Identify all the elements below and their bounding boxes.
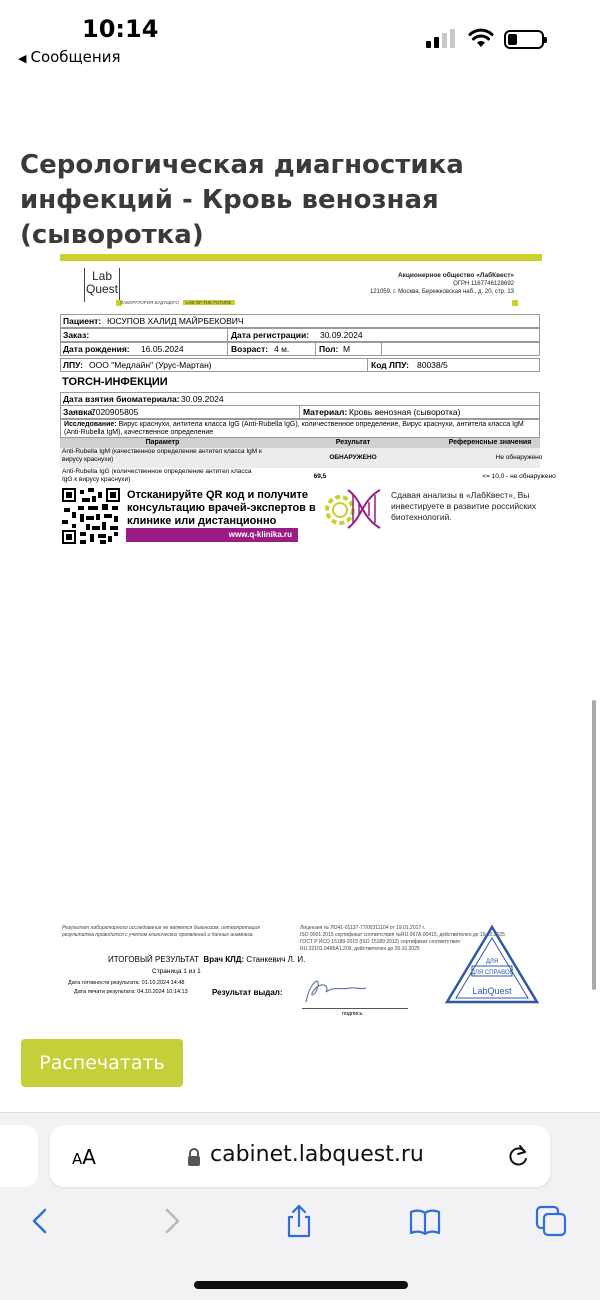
results-table-header — [60, 438, 540, 448]
header-accent-line — [60, 254, 542, 261]
row-param: Anti-Rubella IgG (количественное определение антител класса IgG к вирусу краснухи) — [62, 468, 252, 483]
tagline-ru: ЛАБОРАТОРИЯ БУДУЩЕГО — [120, 300, 179, 305]
reader-settings-button[interactable]: AA — [72, 1145, 96, 1169]
col-param: Параметр — [145, 439, 180, 446]
section-title: TORCH-ИНФЕКЦИИ — [62, 376, 168, 388]
ready-date: Дата готовности результата: 01.10.2024 14:48 — [68, 980, 185, 986]
license-info: Лицензия № ЛО41-01137-77/00311104 от 19.01.2017 г. ISO 9001:2015 сертификат соответствия №RU.067А.00415, действителен до 19.10.2025 ГОСТ Р ИСО 15189-2015 (ISO 15189:2012) сертификат соответствия RU.32101.04КБА1.209, действителен до 20.10.2025 — [300, 925, 505, 952]
company-address: 121059, г. Москва, Бережковская наб., д. 20, стр. 13 — [369, 289, 514, 295]
qr-code-image[interactable] — [62, 488, 120, 544]
home-indicator[interactable] — [194, 1281, 408, 1289]
doctor-name: Станкевич Л. И. — [246, 955, 306, 964]
row-reference: Не обнаружено — [495, 454, 543, 461]
previous-tab-card[interactable] — [0, 1125, 38, 1187]
registration-date: 30.09.2024 — [320, 330, 363, 340]
header-square — [512, 300, 518, 306]
row-result: 69,5 — [313, 473, 327, 480]
sex: М — [343, 344, 351, 354]
research-description: Исследование: Вирус краснухи, антитела класса IgG (Anti-Rubella IgG), количественное определение, Вирус краснухи, антитела класса IgM (Anti-Rubella IgM), качественное определение — [60, 419, 540, 438]
signature-line — [302, 1008, 408, 1009]
reload-icon[interactable] — [506, 1143, 530, 1169]
lock-icon — [187, 1147, 201, 1167]
sample-date-row: Дата взятия биоматериала: 30.09.2024 — [60, 392, 540, 406]
lpu-name: ООО "Медлайн" (Урус-Мартан) — [89, 360, 212, 370]
signature-image — [300, 972, 380, 1006]
stamp-inner-text: ДЛЯ СПРАВОК — [470, 970, 514, 976]
issued-by-label: Результат выдал: — [212, 988, 283, 997]
final-result: ИТОГОВЫЙ РЕЗУЛЬТАТ Врач КЛД: Станкевич Л. И. — [108, 955, 306, 964]
page-title: Серологическая диагностика инфекций - Кровь венозная (сыворотка) — [20, 150, 464, 250]
row-param: Anti-Rubella IgM (качественное определение антител класса IgM к вирусу краснухи) — [62, 448, 262, 463]
dna-gear-icon — [322, 486, 384, 532]
clinic-link[interactable]: www.q-klinika.ru — [126, 528, 298, 542]
signature-label: подпись — [342, 1011, 363, 1017]
request-number: 7020905805 — [91, 407, 139, 417]
back-triangle-icon: ◀ — [18, 52, 27, 65]
table-row — [60, 468, 556, 486]
url-text[interactable]: cabinet.labquest.ru — [210, 1142, 424, 1167]
invest-text: Сдавая анализы в «ЛабКвест», Вы инвестируете в развитие российских биотехнологий. — [391, 490, 537, 522]
back-arrow-icon[interactable] — [24, 1204, 58, 1238]
col-reference: Референсные значения — [448, 439, 532, 446]
tabs-icon[interactable] — [534, 1204, 568, 1238]
col-result: Результат — [335, 439, 371, 446]
company-ogrn: ОГРН 1167746128692 — [453, 281, 514, 287]
bookmarks-icon[interactable] — [408, 1204, 442, 1238]
share-icon[interactable] — [282, 1204, 316, 1238]
sample-date: 30.09.2024 — [181, 394, 224, 404]
forward-arrow-icon[interactable] — [154, 1204, 188, 1238]
material: Кровь венозная (сыворотка) — [349, 407, 461, 417]
age: 4 м. — [274, 344, 290, 354]
scrollbar-thumb[interactable] — [592, 700, 596, 990]
back-label: Сообщения — [30, 48, 121, 66]
order-row: Заказ: Дата регистрации: 30.09.2024 — [60, 328, 540, 342]
qr-promo-text: Отсканируйте QR код и получите консультацию врачей-экспертов в клинике или дистанционно — [127, 489, 316, 527]
logo-tagline — [120, 300, 235, 305]
row-result: ОБНАРУЖЕНО — [329, 454, 377, 461]
row-reference: <= 10,0 - не обнаружено — [482, 473, 556, 480]
patient-name: ЮСУПОВ ХАЛИД МАЙРБЕКОВИЧ — [107, 316, 244, 326]
tagline-en: LAB OF THE FUTURE — [183, 300, 235, 305]
page-number: Страница 1 из 1 — [152, 968, 201, 975]
labquest-logo: Lab Quest — [84, 268, 120, 302]
svg-text:ДЛЯ: ДЛЯ — [485, 959, 499, 965]
table-row — [60, 448, 543, 468]
labquest-stamp — [444, 924, 540, 1006]
clock: 10:14 — [82, 15, 159, 43]
lpu-row: ЛПУ: ООО "Медлайн" (Урус-Мартан) Код ЛПУ: 80038/5 — [60, 358, 540, 372]
birth-date: 16.05.2024 — [141, 344, 184, 354]
print-date: Дата печати результата: 04.10.2024 10:14:13 — [74, 989, 188, 995]
print-button[interactable]: Распечатать — [21, 1039, 183, 1087]
company-name: Акционерное общество «ЛабКвест» — [397, 272, 514, 279]
stamp-text: LabQuest — [472, 986, 512, 996]
birth-row: Дата рождения: 16.05.2024 Возраст: 4 м. Пол: М — [60, 342, 540, 356]
disclaimer: Результат лабораторного исследования не является диагнозом, интерпретация результатов проводится с учетом клинических проявлений и данных анамнеза. — [62, 925, 260, 938]
company-info — [300, 272, 514, 296]
request-row: Заявка: 7020905805 Материал: Кровь венозная (сыворотка) — [60, 405, 540, 419]
lpu-code: 80038/5 — [417, 360, 448, 370]
patient-row: Пациент: ЮСУПОВ ХАЛИД МАЙРБЕКОВИЧ — [60, 314, 540, 328]
